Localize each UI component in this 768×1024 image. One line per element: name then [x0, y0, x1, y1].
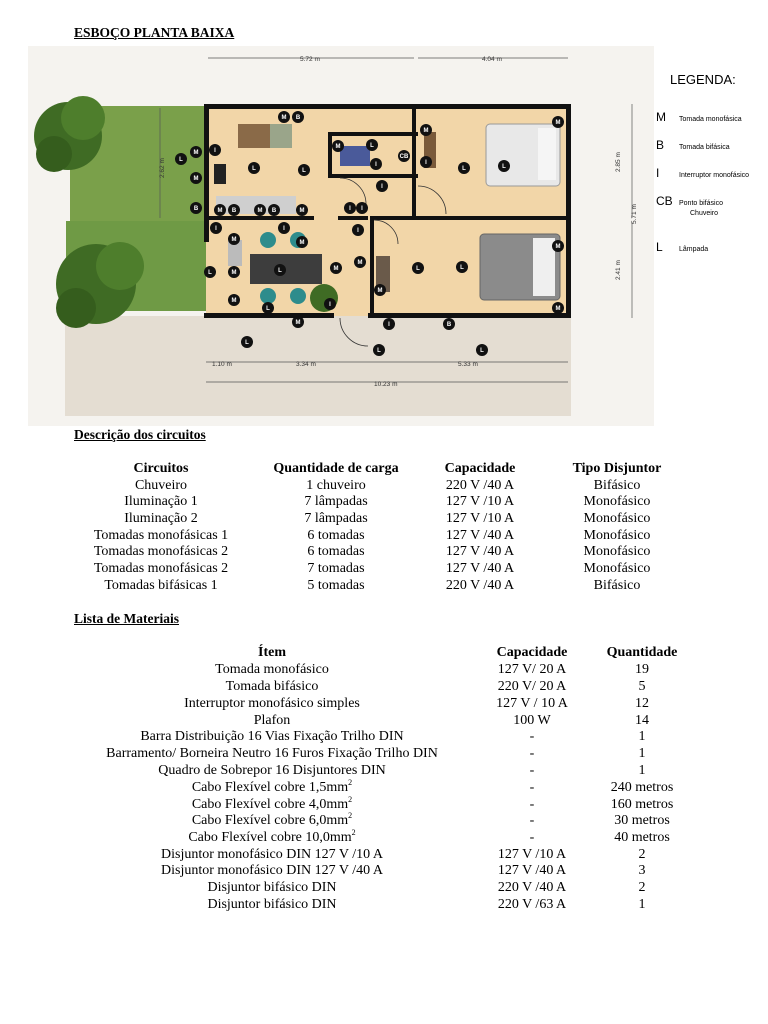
- dim-bottom-total: 10.23 m: [374, 381, 398, 388]
- symbol-lampada: [248, 162, 260, 174]
- svg-text:I: I: [329, 302, 331, 308]
- svg-text:M: M: [193, 150, 199, 156]
- floor-plan-drawing: [28, 46, 654, 426]
- cell: 2: [638, 847, 646, 862]
- table-row: [0, 661, 768, 678]
- svg-text:M: M: [423, 128, 429, 134]
- cell: 3: [638, 863, 646, 878]
- symbol-tomada-bifasica: [292, 111, 304, 123]
- symbol-lampada: [204, 266, 216, 278]
- symbol-lampada: [498, 160, 510, 172]
- fridge: [214, 164, 226, 184]
- cell: 5: [638, 679, 646, 694]
- cell: Chuveiro: [134, 478, 188, 493]
- svg-text:I: I: [381, 184, 383, 190]
- cell: Tomadas bifásicas 1: [104, 578, 218, 593]
- symbol-interruptor: [210, 222, 222, 234]
- table-row: [0, 762, 768, 779]
- armchair: [270, 124, 292, 148]
- symbol-tomada: [420, 124, 432, 136]
- cell: Tomadas monofásicas 1: [93, 528, 229, 543]
- legend-title: LEGENDA:: [670, 72, 736, 87]
- chair: [260, 288, 276, 304]
- table-row: [0, 829, 768, 846]
- svg-text:M: M: [217, 208, 223, 214]
- cell: 6 tomadas: [307, 528, 365, 543]
- legend-desc-cb: Ponto bifásico: [679, 200, 723, 207]
- symbol-lampada: [274, 264, 286, 276]
- symbol-interruptor: [352, 224, 364, 236]
- symbol-lampada: [241, 336, 253, 348]
- cell: Tomadas monofásicas 2: [93, 544, 229, 559]
- symbol-tomada: [296, 204, 308, 216]
- svg-text:M: M: [357, 260, 363, 266]
- symbol-lampada: [373, 344, 385, 356]
- svg-text:M: M: [193, 176, 199, 182]
- header-capacidade: Capacidade: [444, 461, 516, 476]
- symbol-tomada: [292, 316, 304, 328]
- header-item: Ítem: [258, 645, 286, 660]
- cell: 14: [635, 713, 649, 728]
- table-row: [0, 678, 768, 695]
- svg-text:I: I: [388, 322, 390, 328]
- cell: Barramento/ Borneira Neutro 16 Furos Fixação Trilho DIN: [106, 746, 438, 761]
- cell: Monofásico: [583, 544, 651, 559]
- cell: [60, 829, 484, 846]
- svg-text:L: L: [480, 348, 484, 354]
- symbol-tomada: [330, 262, 342, 274]
- svg-text:L: L: [416, 266, 420, 272]
- cell: Tomadas monofásicas 2: [93, 561, 229, 576]
- header-quantidade: Quantidade: [606, 645, 678, 660]
- symbol-lampada: [476, 344, 488, 356]
- table-row: [0, 493, 768, 510]
- table-row: [0, 543, 768, 560]
- symbol-interruptor: [209, 144, 221, 156]
- cell: Plafon: [253, 713, 291, 728]
- cell: Disjuntor bifásico DIN: [207, 897, 337, 912]
- cell: -: [529, 813, 535, 828]
- chair: [290, 288, 306, 304]
- table-row: [0, 846, 768, 863]
- symbol-tomada-bifasica: [228, 204, 240, 216]
- svg-text:B: B: [193, 206, 199, 212]
- superscript: 2: [351, 828, 356, 837]
- bed-2-pillows: [533, 238, 555, 296]
- svg-text:B: B: [271, 208, 277, 214]
- cell: 127 V / 10 A: [496, 696, 568, 711]
- cell: 19: [635, 662, 649, 677]
- header-circuitos: Circuitos: [133, 461, 189, 476]
- svg-text:I: I: [361, 206, 363, 212]
- svg-text:M: M: [295, 320, 301, 326]
- table-row: [0, 896, 768, 913]
- cell: 160 metros: [610, 797, 674, 812]
- svg-text:L: L: [370, 143, 374, 149]
- cell: -: [529, 729, 535, 744]
- superscript: 2: [348, 811, 353, 820]
- cell: Bifásico: [593, 478, 641, 493]
- legend-desc-m: Tomada monofásica: [679, 116, 742, 123]
- symbol-interruptor: [344, 202, 356, 214]
- symbol-lampada: [262, 302, 274, 314]
- cell: 100 W: [513, 713, 551, 728]
- cell-text: Cabo Flexível cobre 1,5mm: [191, 780, 349, 795]
- legend-desc-cb-2: Chuveiro: [690, 210, 719, 217]
- cell: 127 V/ 20 A: [497, 662, 567, 677]
- symbol-interruptor: [376, 180, 388, 192]
- cell: 127 V /40 A: [497, 863, 567, 878]
- dim-top-left: 5.72 m: [300, 56, 320, 63]
- cell: 127 V /40 A: [445, 528, 515, 543]
- cell: Monofásico: [583, 511, 651, 526]
- cell: 12: [635, 696, 649, 711]
- cell: -: [529, 746, 535, 761]
- cell: -: [529, 830, 535, 845]
- symbol-tomada: [552, 116, 564, 128]
- cell: Monofásico: [583, 528, 651, 543]
- legend-code-i: I: [656, 166, 660, 180]
- svg-text:CB: CB: [399, 154, 409, 160]
- svg-text:L: L: [266, 306, 270, 312]
- symbol-tomada: [552, 302, 564, 314]
- cell: 220 V /40 A: [445, 578, 515, 593]
- cell: 30 metros: [614, 813, 670, 828]
- symbol-tomada: [190, 172, 202, 184]
- symbol-interruptor: [278, 222, 290, 234]
- cell: Disjuntor monofásico DIN 127 V /40 A: [161, 863, 383, 878]
- page-title: ESBOÇO PLANTA BAIXA: [74, 25, 235, 40]
- dim-left-height: 2.62 m: [159, 158, 166, 178]
- cell: [60, 779, 484, 796]
- svg-text:M: M: [281, 115, 287, 121]
- table-row: [0, 577, 768, 594]
- cell: Disjuntor bifásico DIN: [207, 880, 337, 895]
- symbol-tomada: [228, 294, 240, 306]
- dim-right-bottom: 2.41 m: [615, 260, 622, 280]
- cell: 5 tomadas: [307, 578, 365, 593]
- symbol-lampada: [456, 261, 468, 273]
- header-capacidade: Capacidade: [496, 645, 568, 660]
- symbol-interruptor: [324, 298, 336, 310]
- terrace-area: [65, 316, 571, 416]
- svg-text:B: B: [231, 208, 237, 214]
- symbol-lampada: [458, 162, 470, 174]
- legend: [654, 66, 768, 266]
- cell: 127 V /10 A: [497, 847, 567, 862]
- cell: 1: [638, 897, 646, 912]
- cell: 2: [638, 880, 646, 895]
- svg-text:M: M: [299, 240, 305, 246]
- cell: 127 V /40 A: [445, 544, 515, 559]
- cell: [60, 796, 484, 813]
- header-tipo: Tipo Disjuntor: [572, 461, 662, 476]
- dim-bottom-b: 3.34 m: [296, 361, 316, 368]
- table-row: [0, 728, 768, 745]
- cell: 240 metros: [610, 780, 674, 795]
- symbol-tomada: [228, 266, 240, 278]
- svg-text:M: M: [231, 270, 237, 276]
- table-row: [0, 560, 768, 577]
- svg-text:M: M: [555, 306, 561, 312]
- symbol-tomada: [278, 111, 290, 123]
- table-row: [0, 745, 768, 762]
- svg-text:I: I: [349, 206, 351, 212]
- cell-text: Cabo Flexível cobre 4,0mm: [191, 797, 349, 812]
- table-row: [0, 510, 768, 527]
- table-row: [0, 862, 768, 879]
- legend-desc-i: Interruptor monofásico: [679, 172, 750, 179]
- cell: 1: [638, 763, 646, 778]
- cell: 220 V /40 A: [445, 478, 515, 493]
- desk: [238, 124, 274, 148]
- materials-header-row: [0, 644, 768, 661]
- cell: Iluminação 2: [124, 511, 198, 526]
- cell: 40 metros: [614, 830, 670, 845]
- cell: -: [529, 797, 535, 812]
- svg-text:L: L: [278, 268, 282, 274]
- cell: Interruptor monofásico simples: [184, 696, 360, 711]
- table-row: [0, 779, 768, 796]
- legend-code-l: L: [656, 240, 663, 254]
- table-row: [0, 695, 768, 712]
- materials-heading: Lista de Materiais: [74, 611, 179, 626]
- table-row: [0, 527, 768, 544]
- svg-text:M: M: [299, 208, 305, 214]
- table-row: [0, 712, 768, 729]
- svg-text:L: L: [252, 166, 256, 172]
- svg-text:L: L: [460, 265, 464, 271]
- symbol-tomada-bifasica: [268, 204, 280, 216]
- cell: 220 V /63 A: [497, 897, 567, 912]
- cell: Tomada monofásico: [215, 662, 329, 677]
- symbol-tomada: [254, 204, 266, 216]
- symbol-tomada-bifasica: [190, 202, 202, 214]
- cell: Monofásico: [583, 561, 651, 576]
- cell: 7 lâmpadas: [304, 511, 368, 526]
- svg-text:B: B: [446, 322, 452, 328]
- legend-code-cb: CB: [656, 194, 673, 208]
- symbol-tomada: [214, 204, 226, 216]
- svg-text:M: M: [257, 208, 263, 214]
- circuits-heading: Descrição dos circuitos: [74, 427, 206, 442]
- dim-bottom-c: 5.33 m: [458, 361, 478, 368]
- cell: 1: [638, 729, 646, 744]
- dim-top-right: 4.04 m: [482, 56, 502, 63]
- svg-text:M: M: [555, 120, 561, 126]
- cell: 6 tomadas: [307, 544, 365, 559]
- symbol-tomada: [552, 240, 564, 252]
- cell-text: Cabo Flexível cobre 10,0mm: [188, 830, 352, 845]
- cell: 1: [638, 746, 646, 761]
- dim-right-top: 2.85 m: [615, 152, 622, 172]
- svg-text:I: I: [214, 148, 216, 154]
- cell: Quadro de Sobrepor 16 Disjuntores DIN: [158, 763, 386, 778]
- symbol-interruptor: [356, 202, 368, 214]
- svg-text:B: B: [295, 115, 301, 121]
- bed-1-pillows: [538, 128, 556, 180]
- cell: -: [529, 780, 535, 795]
- svg-text:M: M: [555, 244, 561, 250]
- svg-text:M: M: [377, 288, 383, 294]
- svg-text:L: L: [502, 164, 506, 170]
- symbol-tomada: [190, 146, 202, 158]
- symbol-tomada-bifasica: [443, 318, 455, 330]
- table-row: [0, 812, 768, 829]
- svg-text:M: M: [333, 266, 339, 272]
- legend-desc-l: Lâmpada: [679, 246, 709, 253]
- cell: Iluminação 1: [124, 494, 198, 509]
- floor-plan: [28, 46, 654, 426]
- tree-left-bottom: [56, 242, 144, 328]
- legend-desc-b: Tomada bifásica: [679, 144, 730, 151]
- circuits-header-row: [0, 460, 768, 477]
- dining-table: [250, 254, 322, 284]
- svg-text:L: L: [377, 348, 381, 354]
- cell: 7 lâmpadas: [304, 494, 368, 509]
- bathroom-rug: [340, 146, 370, 166]
- cell-text: Cabo Flexível cobre 6,0mm: [191, 813, 349, 828]
- cell: 1 chuveiro: [306, 478, 366, 493]
- cell: [60, 812, 484, 829]
- table-row: [0, 477, 768, 494]
- table-row: [0, 796, 768, 813]
- svg-text:I: I: [375, 162, 377, 168]
- symbol-interruptor: [420, 156, 432, 168]
- symbol-tomada: [228, 233, 240, 245]
- cell: 127 V /40 A: [445, 561, 515, 576]
- cell: 7 tomadas: [307, 561, 365, 576]
- table-row: [0, 879, 768, 896]
- superscript: 2: [348, 778, 353, 787]
- cell: Monofásico: [583, 494, 651, 509]
- symbol-tomada: [354, 256, 366, 268]
- symbol-lampada: [175, 153, 187, 165]
- header-quantidade: Quantidade de carga: [273, 461, 399, 476]
- legend-code-m: M: [656, 110, 666, 124]
- cell: -: [529, 763, 535, 778]
- cell: 220 V /40 A: [497, 880, 567, 895]
- symbol-tomada: [374, 284, 386, 296]
- symbol-lampada: [412, 262, 424, 274]
- symbol-tomada: [332, 140, 344, 152]
- symbol-interruptor: [383, 318, 395, 330]
- svg-text:I: I: [215, 226, 217, 232]
- cell: 127 V /10 A: [445, 494, 515, 509]
- svg-text:M: M: [231, 298, 237, 304]
- cell: Bifásico: [593, 578, 641, 593]
- symbol-lampada: [366, 139, 378, 151]
- svg-text:I: I: [425, 160, 427, 166]
- svg-text:L: L: [208, 270, 212, 276]
- svg-text:L: L: [302, 168, 306, 174]
- svg-text:I: I: [283, 226, 285, 232]
- svg-text:M: M: [231, 237, 237, 243]
- dim-bottom-a: 1.10 m: [212, 361, 232, 368]
- svg-text:M: M: [335, 144, 341, 150]
- svg-text:L: L: [179, 157, 183, 163]
- dim-right-total: 5.71 m: [631, 204, 638, 224]
- symbol-chuveiro: [398, 150, 410, 162]
- superscript: 2: [348, 795, 353, 804]
- cell: Barra Distribuição 16 Vias Fixação Trilho DIN: [140, 729, 404, 744]
- symbol-tomada: [296, 236, 308, 248]
- cell: 220 V/ 20 A: [497, 679, 567, 694]
- symbol-interruptor: [370, 158, 382, 170]
- legend-code-b: B: [656, 138, 665, 152]
- svg-text:L: L: [462, 166, 466, 172]
- chair: [260, 232, 276, 248]
- svg-text:L: L: [245, 340, 249, 346]
- svg-text:I: I: [357, 228, 359, 234]
- cell: 127 V /10 A: [445, 511, 515, 526]
- cell: Disjuntor monofásico DIN 127 V /10 A: [161, 847, 383, 862]
- cell: Tomada bifásico: [225, 679, 319, 694]
- symbol-lampada: [298, 164, 310, 176]
